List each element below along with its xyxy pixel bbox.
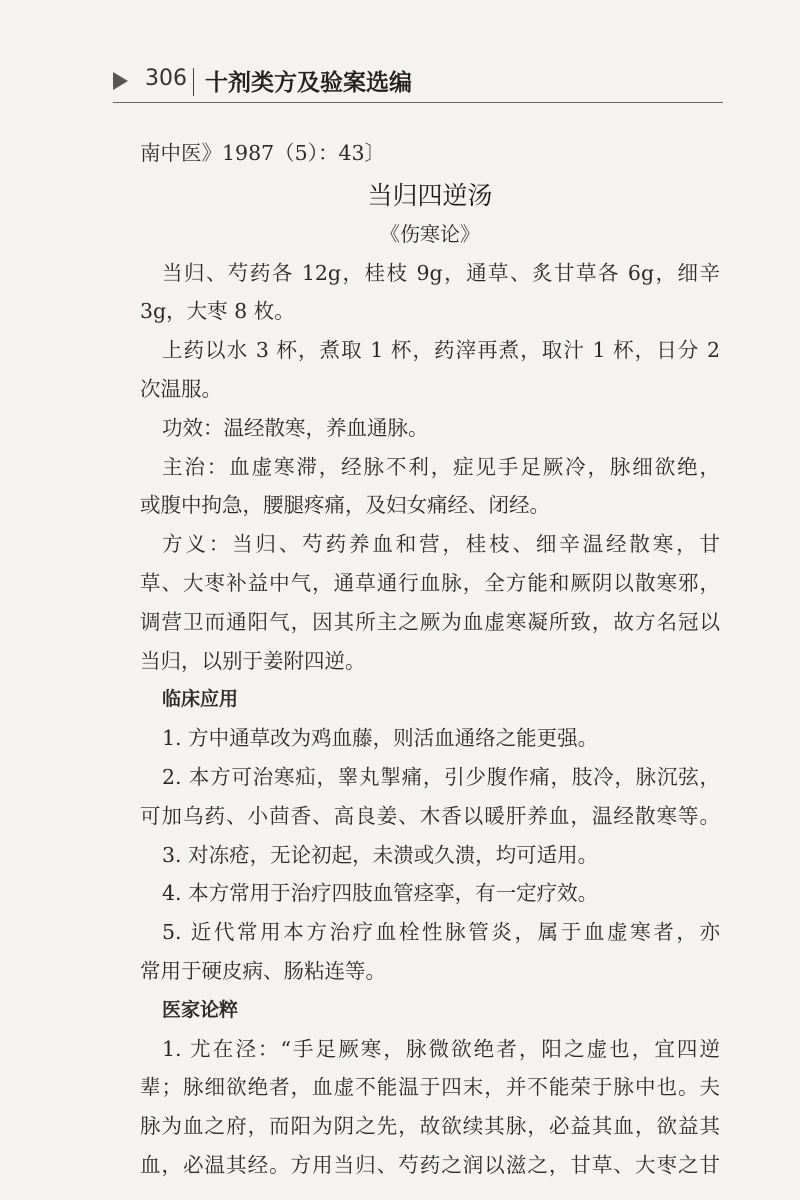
list-item: 5. 近代常用本方治疗血栓性脉管炎，属于血虚寒者，亦 [162, 920, 720, 945]
text-line: 南中医》1987（5）：43〕 [140, 141, 386, 165]
running-header [113, 62, 723, 102]
page-number: 306 [145, 66, 187, 91]
page-body [140, 134, 720, 1185]
text-line: 可加乌药、小茴香、高良姜、木香以暖肝养血，温经散寒等。 [140, 803, 720, 828]
header-rule [113, 102, 723, 103]
text-line: 主治：血虚寒滞，经脉不利，症见手足厥冷，脉细欲绝， [162, 454, 720, 479]
list-item: 1. 方中通草改为鸡血藤，则活血通络之能更强。 [162, 726, 599, 751]
text-line: 当归，以别于姜附四逆。 [140, 648, 366, 673]
text-line: 功效：温经散寒，养血通脉。 [162, 415, 429, 440]
text-line: 次温服。 [140, 376, 222, 401]
section-heading-clinical: 临床应用 [162, 688, 239, 711]
text-line: 血，必温其经。方用当归、芍药之润以滋之，甘草、大枣之甘 [140, 1152, 720, 1177]
text-line: 常用于硬皮病、肠粘连等。 [140, 958, 386, 983]
text-line: 草、大枣补益中气，通草通行血脉，全方能和厥阴以散寒邪， [140, 570, 720, 595]
list-item: 3. 对冻疮，无论初起，未溃或久溃，均可适用。 [162, 842, 599, 867]
formula-source: 《伤寒论》 [380, 221, 480, 246]
text-line: 脉为血之府，而阳为阴之先，故欲续其脉，必益其血，欲益其 [140, 1114, 720, 1139]
header-separator [193, 68, 194, 96]
text-line: 辈；脉细欲绝者，血虚不能温于四末，并不能荣于脉中也。夫 [140, 1075, 720, 1100]
list-item: 1. 尤在泾：“手足厥寒，脉微欲绝者，阳之虚也，宜四逆 [162, 1036, 720, 1061]
section-heading-commentary: 医家论粹 [162, 998, 239, 1021]
book-title: 十剂类方及验案选编 [205, 70, 412, 96]
formula-title: 当归四逆汤 [367, 180, 493, 210]
text-line: 调营卫而通阳气，因其所主之厥为血虚寒凝所致，故方名冠以 [140, 609, 720, 634]
text-line: 当归、芍药各 12g，桂枝 9g，通草、炙甘草各 6g，细辛 [162, 260, 720, 285]
text-line: 3g，大枣 8 枚。 [140, 299, 295, 324]
text-line: 或腹中拘急，腰腿疼痛，及妇女痛经、闭经。 [140, 493, 550, 518]
triangle-marker-icon [113, 72, 128, 90]
text-line: 上药以水 3 杯，煮取 1 杯，药滓再煮，取汁 1 杯，日分 2 [162, 338, 720, 363]
list-item: 4. 本方常用于治疗四肢血管痉挛，有一定疗效。 [162, 881, 599, 906]
list-item: 2. 本方可治寒疝，睾丸掣痛，引少腹作痛，肢冷，脉沉弦， [162, 764, 720, 789]
text-line: 方义：当归、芍药养血和营，桂枝、细辛温经散寒，甘 [162, 532, 720, 557]
